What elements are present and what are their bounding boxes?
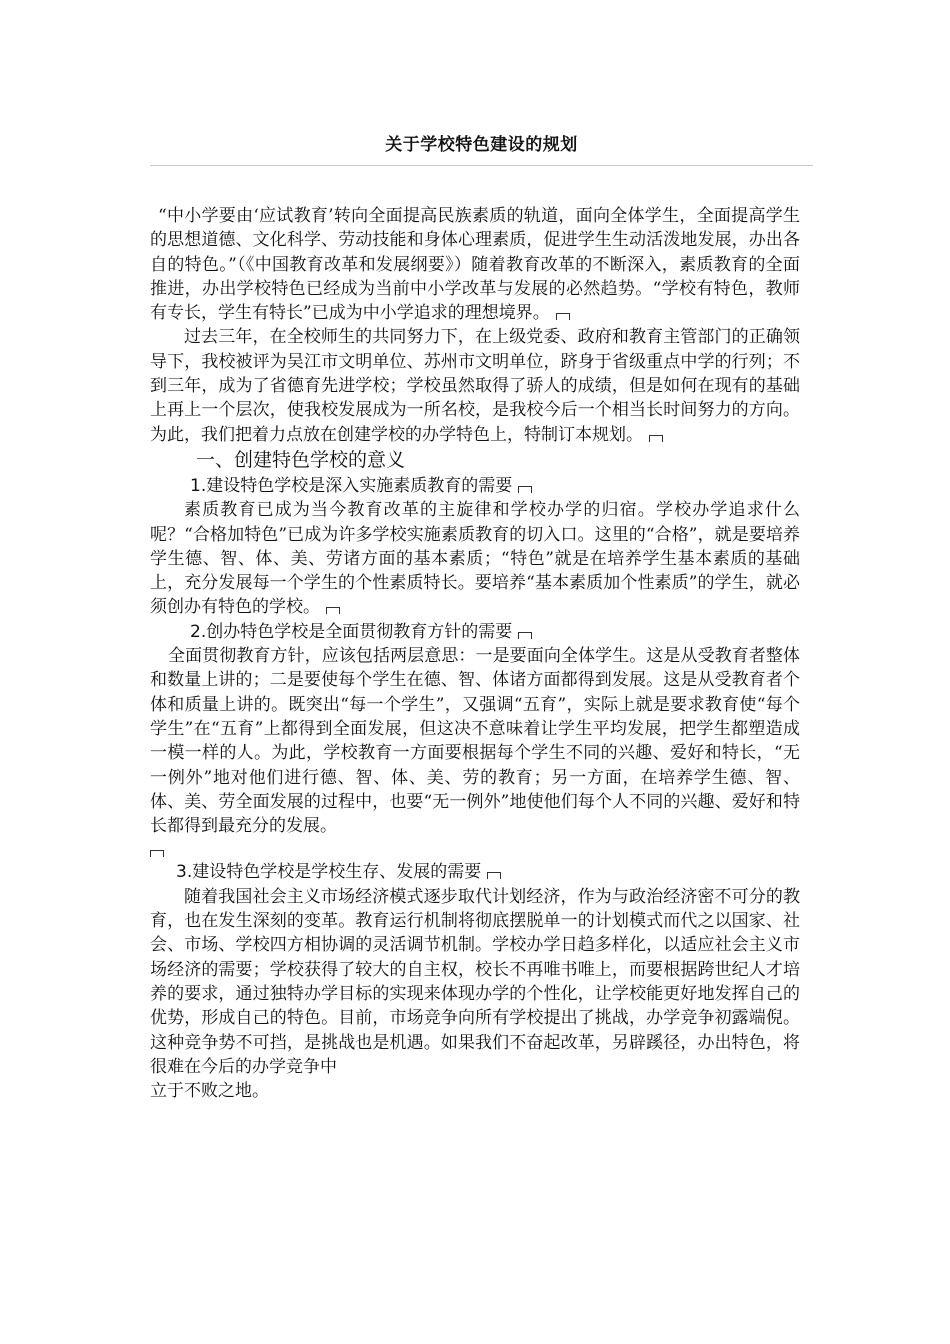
paragraph-mark-icon: [150, 850, 164, 857]
subsection-2-body: 全面贯彻教育方针，应该包括两层意思：一是要面向全体学生。这是从受教育者整体和数量上讲的；二是要使每个学生在德、智、体诸方面都得到发展。这是从受教育者个体和质量上讲的。既突出“每一个学生”，又强调“五育”，实际上就是要求教育使“每个学生”在“五育”上都得到全面发展，但这决不意味着让学生平均发展，把学生都塑造成一模一样的人。为此，学校教育一方面要根据每个学生不同的兴趣、爱好和特长，“无一例外”地对他们进行德、智、体、美、劳的教育；另一方面，在培养学生德、智、体、美、劳全面发展的过程中，也要“无一例外”地使他们每个人不同的兴趣、爱好和特长都得到最充分的发展。: [150, 646, 800, 837]
page-title: 关于学校特色建设的规划: [385, 135, 578, 155]
paragraph-mark-icon: [556, 313, 570, 320]
subsection-2-heading: [150, 620, 800, 644]
paragraph-mark-icon: [649, 435, 663, 442]
header-divider: [150, 165, 813, 166]
subsection-2-heading-text: 2.创办特色学校是全面贯彻教育方针的需要: [190, 621, 513, 642]
subsection-3-tail: 立于不败之地。: [150, 1081, 269, 1102]
subsection-1-heading: [150, 474, 800, 498]
subsection-3-heading-text: 3.建设特色学校是学校生存、发展的需要: [176, 862, 482, 883]
paragraph-mark-icon: [487, 872, 501, 879]
document-body: [150, 204, 800, 1103]
subsection-1-body-text: 素质教育已成为当今教育改革的主旋律和学校办学的归宿。学校办学追求什么呢？“合格加特色”已成为许多学校实施素质教育的切入口。这里的“合格”，就是要培养学生德、智、体、美、劳诸方面的基本素质；“特色”就是在培养学生基本素质的基础上，充分发展每一个学生的个性素质特长。要培养“基本素质加个性素质”的学生，就必须创办有特色的学校。: [150, 500, 800, 618]
intro-paragraph-2: [150, 325, 800, 446]
subsection-3-body: 随着我国社会主义市场经济模式逐步取代计划经济，作为与政治经济密不可分的教育，也在发生深刻的变革。教育运行机制将彻底摆脱单一的计划模式而代之以国家、社会、市场、学校四方相协调的灵活调节机制。学校办学日趋多样化，以适应社会主义市场经济的需要；学校获得了较大的自主权，校长不再唯书唯上，而要根据跨世纪人才培养的要求，通过独特办学目标的实现来体现办学的个性化，让学校能更好地发挥自己的优势，形成自己的特色。目前，市场竞争向所有学校提出了挑战，办学竞争初露端倪。这种竞争势不可挡，是挑战也是机遇。如果我们不奋起改革，另辟蹊径，办出特色，将很难在今后的办学竞争中: [150, 886, 800, 1077]
subsection-1-heading-text: 1.建设特色学校是深入实施素质教育的需要: [190, 475, 513, 496]
subsection-1-body: [150, 498, 800, 619]
intro-paragraph-1: [150, 204, 800, 325]
paragraph-mark-icon: [518, 486, 532, 493]
subsection-3-heading: [150, 860, 800, 884]
section-heading: 一、创建特色学校的意义: [196, 448, 406, 471]
intro-paragraph-1-text: “中小学要由‘应试教育’转向全面提高民族素质的轨道，面向全体学生，全面提高学生的思想道德、文化科学、劳动技能和身体心理素质，促进学生生动活泼地发展，办出各自的特色。”（《中国教育改革和发展纲要》）随着教育改革的不断深入，素质教育的全面推进，办出学校特色已经成为当前中小学改革与发展的必然趋势。“学校有特色，教师有专长，学生有特长”已成为中小学追求的理想境界。: [150, 206, 800, 324]
intro-paragraph-2-text: 过去三年，在全校师生的共同努力下，在上级党委、政府和教育主管部门的正确领导下，我校被评为吴江市文明单位、苏州市文明单位，跻身于省级重点中学的行列；不到三年，成为了省德育先进学校；学校虽然取得了骄人的成绩，但是如何在现有的基础上再上一个层次，使我校发展成为一所名校，是我校今后一个相当长时间努力的方向。为此，我们把着力点放在创建学校的办学特色上，特制订本规划。: [150, 327, 800, 445]
paragraph-mark-icon: [326, 607, 340, 614]
paragraph-mark-icon: [518, 632, 532, 639]
paragraph-mark-line: [150, 838, 800, 860]
